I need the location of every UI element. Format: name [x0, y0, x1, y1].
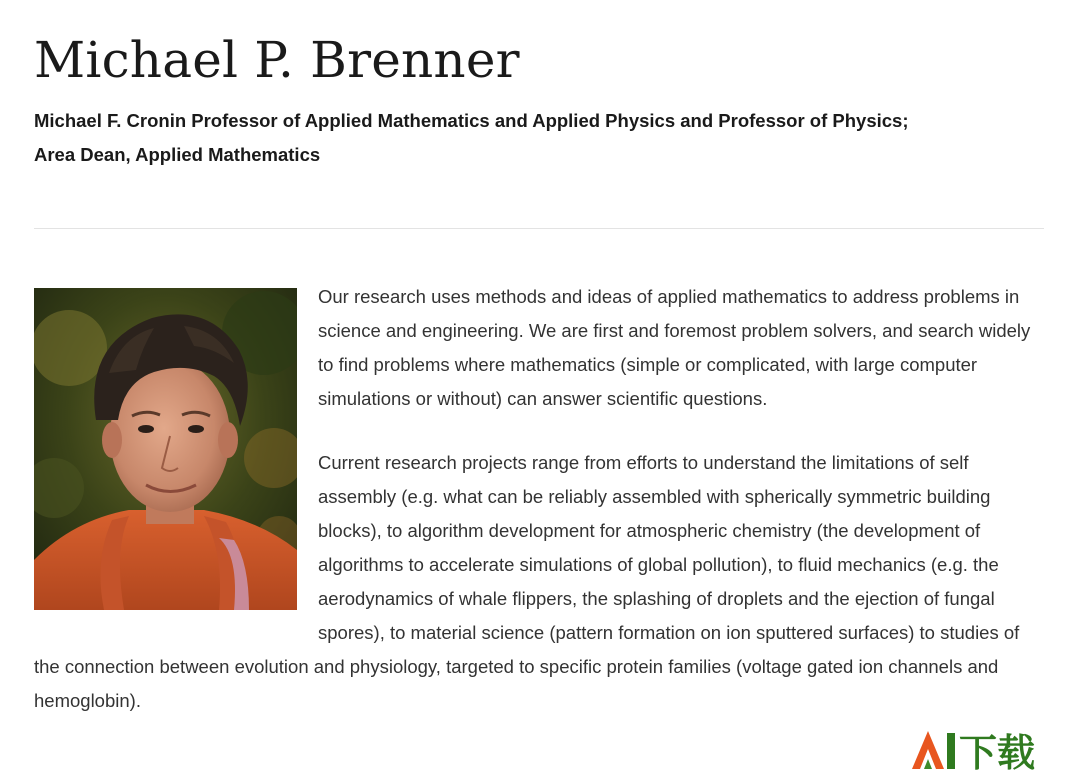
section-divider [34, 228, 1044, 229]
profile-name: Michael P. Brenner [34, 31, 520, 89]
watermark-logo [910, 727, 1046, 771]
watermark-text: 下载 [959, 731, 1036, 771]
profile-photo [34, 288, 297, 610]
title-line-1: Michael F. Cronin Professor of Applied Mathematics and Applied Physics and Professor of Physics; [34, 110, 909, 131]
profile-page [34, 0, 1044, 711]
title-line-2: Area Dean, Applied Mathematics [34, 144, 321, 165]
profile-titles [34, 104, 1044, 172]
bio-paragraph-2: Current research projects range from efforts to understand the limitations of self assembly (e.g. what can be reliably assembled with spherically symmetric building blocks), to algorithm development for atmospheric chemistry (the development of algorithms to accelerate simulations of global pollution), to fluid mechanics (e.g. the aerodynamics of whale flippers, the splashing of droplets and the ejection of fungal spores), to material science (pattern formation on ion sputtered surfaces) to studies of the connection between evolution and physiology, targeted to specific protein families (voltage gated ion channels and hemoglobin). [34, 452, 1020, 711]
bio-paragraph-1: Our research uses methods and ideas of applied mathematics to address problems in science and engineering. We are first and foremost problem solvers, and search widely to find problems where mathematics (simple or complicated, with large computer simulations or without) can answer scientific questions. [318, 286, 1031, 409]
bio-section [34, 280, 1044, 718]
